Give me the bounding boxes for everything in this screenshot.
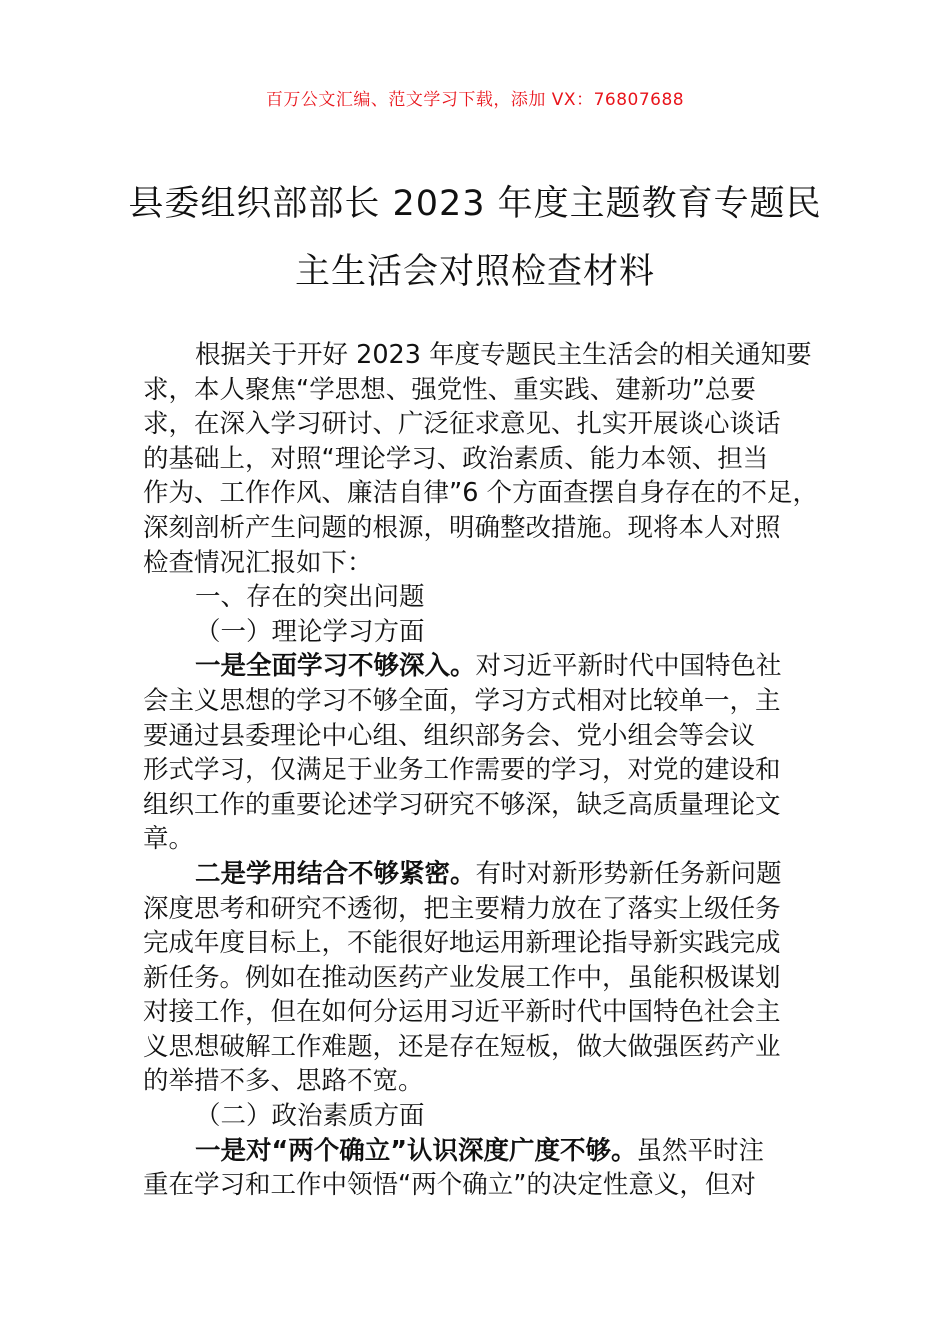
- text-line: [143, 476, 823, 511]
- line-text: 对习近平新时代中国特色社: [475, 651, 782, 682]
- document-title-line-2: 主生活会对照检查材料: [294, 252, 655, 292]
- text-line: [143, 892, 823, 927]
- text-line: [143, 338, 823, 373]
- header-note: 百万公文汇编、范文学习下载，添加 VX：76807688: [265, 90, 685, 110]
- text-line: [143, 511, 823, 546]
- line-text: （一）理论学习方面: [195, 616, 425, 647]
- document-body: [143, 338, 823, 1203]
- line-text: 的举措不多、思路不宽。: [143, 1066, 424, 1097]
- line-text: （二）政治素质方面: [195, 1101, 425, 1132]
- text-line: [143, 684, 823, 719]
- line-text: 对接工作，但在如何分运用习近平新时代中国特色社会主: [143, 997, 781, 1028]
- line-text: 虽然平时注: [636, 1135, 765, 1166]
- bold-lead-text: 一是全面学习不够深入。: [195, 651, 476, 682]
- text-line: [143, 373, 823, 408]
- text-line: [143, 926, 823, 961]
- line-text: 重在学习和工作中领悟“两个确立”的决定性意义，但对: [143, 1170, 756, 1201]
- text-line: [143, 995, 823, 1030]
- text-line: [143, 1030, 823, 1065]
- text-line: [143, 1064, 823, 1099]
- bold-lead-text: 二是学用结合不够紧密。: [195, 858, 476, 889]
- line-text: 检查情况汇报如下：: [143, 547, 373, 578]
- line-text: 深刻剖析产生问题的根源，明确整改措施。现将本人对照: [143, 512, 781, 543]
- text-line: [143, 649, 823, 684]
- line-text: 完成年度目标上，不能很好地运用新理论指导新实践完成: [143, 928, 781, 959]
- line-text: 深度思考和研究不透彻，把主要精力放在了落实上级任务: [143, 893, 781, 924]
- line-text: 形式学习，仅满足于业务工作需要的学习，对党的建设和: [143, 755, 781, 786]
- line-text: 章。: [143, 824, 195, 855]
- line-text: 根据关于开好 2023 年度专题民主生活会的相关通知要: [195, 340, 812, 370]
- text-line: [143, 961, 823, 996]
- text-line: [143, 407, 823, 442]
- text-line: [143, 580, 823, 615]
- text-line: [143, 615, 823, 650]
- text-line: [143, 1099, 823, 1134]
- text-line: [143, 822, 823, 857]
- line-text: 求，在深入学习研讨、广泛征求意见、扎实开展谈心谈话: [143, 409, 781, 440]
- line-text: 新任务。例如在推动医药产业发展工作中，虽能积极谋划: [143, 962, 781, 993]
- line-text: 的基础上，对照“理论学习、政治素质、能力本领、担当: [143, 443, 769, 474]
- line-text: 求，本人聚焦“学思想、强党性、重实践、建新功”总要: [143, 374, 756, 405]
- text-line: [143, 719, 823, 754]
- text-line: [143, 1134, 823, 1169]
- line-text: 一、存在的突出问题: [195, 582, 425, 613]
- text-line: [143, 857, 823, 892]
- line-text: 要通过县委理论中心组、组织部务会、党小组会等会议: [143, 720, 756, 751]
- line-text: 有时对新形势新任务新问题: [475, 858, 782, 889]
- line-text: 组织工作的重要论述学习研究不够深，缺乏高质量理论文: [143, 789, 781, 820]
- text-line: [143, 753, 823, 788]
- text-line: [143, 788, 823, 823]
- line-text: 会主义思想的学习不够全面，学习方式相对比较单一，主: [143, 685, 781, 716]
- text-line: [143, 1168, 823, 1203]
- text-line: [143, 546, 823, 581]
- line-text: 作为、工作作风、廉洁自律”6 个方面查摆自身存在的不足，: [143, 478, 819, 509]
- text-line: [143, 442, 823, 477]
- document-title-line-1: 县委组织部部长 2023 年度主题教育专题民: [128, 184, 822, 224]
- bold-lead-text: 一是对“两个确立”认识深度广度不够。: [195, 1135, 637, 1166]
- line-text: 义思想破解工作难题，还是存在短板，做大做强医药产业: [143, 1031, 781, 1062]
